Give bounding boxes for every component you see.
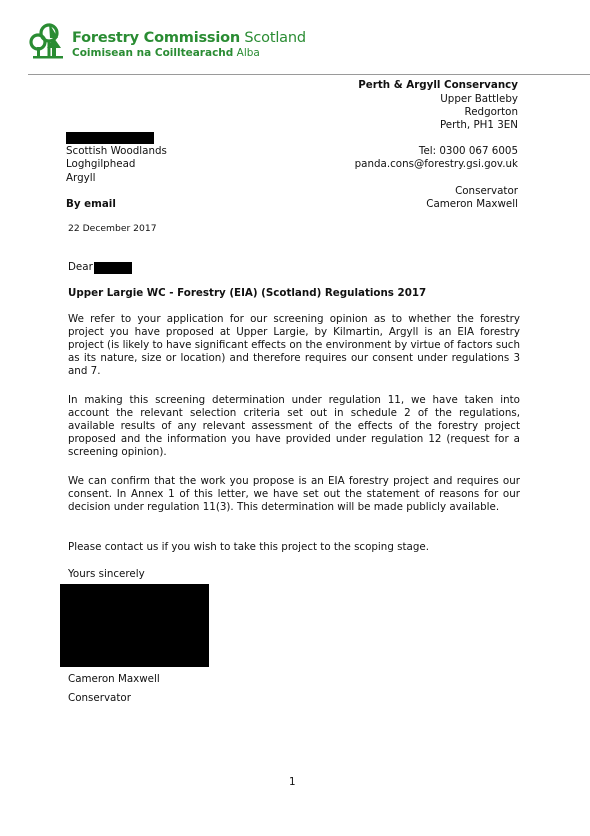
sender-email: panda.cons@forestry.gsi.gov.uk [354, 158, 518, 170]
forestry-commission-logo [28, 20, 306, 66]
page-number: 1 [289, 776, 296, 788]
logo-gaelic-title: Coimisean na Coilltearachd Alba [72, 47, 260, 59]
redacted-signature [60, 584, 209, 667]
recipient-line: Loghgilphead [66, 158, 136, 170]
sender-office: Perth & Argyll Conservancy [358, 79, 518, 91]
redacted-salutation-name [94, 262, 132, 274]
letter-subject: Upper Largie WC - Forestry (EIA) (Scotland) Regulations 2017 [68, 287, 427, 299]
tree-logo-icon [28, 20, 70, 62]
sender-address-line: Perth, PH1 3EN [439, 119, 518, 131]
signatory-name: Cameron Maxwell [68, 673, 160, 685]
sender-address-line: Redgorton [464, 106, 518, 118]
sender-role: Conservator [455, 185, 518, 197]
body-paragraph: In making this screening determination under regulation 11, we have taken into account the relevant selection criteria set out in schedule 2 of the regulations, available results of any relevant assessment of the effects of the forestry project proposed and the information you have provided under regulation 12 (request for a screening opinion). [68, 394, 520, 458]
signatory-role: Conservator [68, 692, 131, 704]
body-paragraph: Please contact us if you wish to take this project to the scoping stage. [68, 541, 429, 553]
recipient-line: Scottish Woodlands [66, 145, 167, 157]
sender-name: Cameron Maxwell [426, 198, 518, 210]
salutation: Dear [68, 261, 93, 273]
body-paragraph: We refer to your application for our screening opinion as to whether the forestry project you have proposed at Upper Largie, by Kilmartin, Argyll is an EIA forestry project (is likely to have significant effects on the environment by virtue of factors such as its nature, size or location) and therefore requires our consent under regulations 3 and 7. [68, 313, 520, 377]
header-divider [28, 74, 590, 75]
closing: Yours sincerely [68, 568, 145, 580]
letter-date: 22 December 2017 [68, 223, 157, 234]
recipient-line: Argyll [66, 172, 96, 184]
redacted-recipient-name [66, 132, 154, 144]
body-paragraph: We can confirm that the work you propose is an EIA forestry project and requires our consent. In Annex 1 of this letter, we have set out the statement of reasons for our decision under regulation 11(3). This determination will be made publicly available. [68, 475, 520, 513]
delivery-method: By email [66, 198, 116, 210]
sender-tel: Tel: 0300 067 6005 [418, 145, 518, 157]
logo-title: Forestry Commission Scotland [72, 30, 306, 46]
sender-address-line: Upper Battleby [440, 93, 518, 105]
